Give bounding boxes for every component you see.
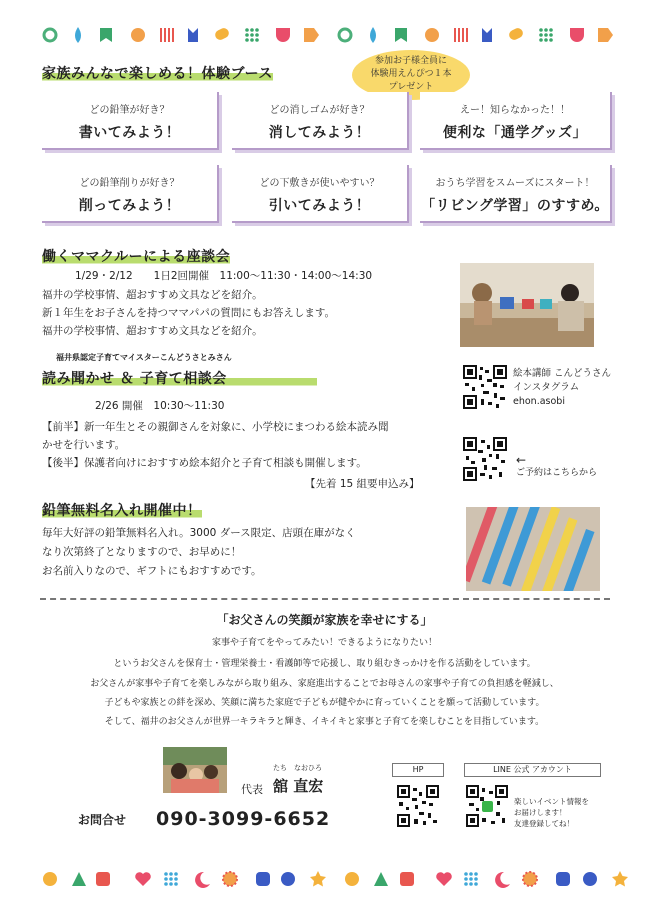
decorative-shapes: [0, 24, 649, 46]
qr-code-icon: [397, 785, 439, 827]
talk-line-3: 福井の学校事情、超おすすめ文具などを紹介。: [42, 325, 263, 337]
talk-line-2: 新１年生をお子さんを持つママパパの質問にもお答えします。: [42, 307, 336, 319]
pencil-photo: [466, 507, 600, 591]
instagram-qr-code[interactable]: [463, 365, 507, 409]
bubble-line-1: 参加お子様全員に: [374, 56, 447, 66]
message-title: 「お父さんの笑顔が家族を幸せにする」: [216, 613, 433, 627]
qr-code-icon: [463, 365, 507, 409]
rep-ruby: たち なおひろ: [273, 764, 322, 772]
bubble-line-2: 体験用えんぴつ１本: [370, 69, 452, 79]
talk-title: 働くママクルーによる座談会: [42, 249, 231, 265]
insta-handle: ehon.asobi: [513, 396, 565, 407]
booth-card-eraser: どの消しゴムが好き？ 消してみよう！: [232, 92, 409, 150]
insta-line-2: インスタグラム: [513, 382, 580, 393]
line-label: LINE 公式 アカウント: [464, 763, 601, 777]
reading-subtitle: 福井県認定子育てマイスターこんどうさとみさん: [56, 353, 232, 362]
bubble-line-3: プレゼント: [388, 82, 434, 92]
reading-line-2: かせを行います。: [42, 439, 126, 451]
booth-card-living: おうち学習をスムーズにスタート！ 「リビング学習」のすすめ。: [420, 165, 612, 223]
talk-photo-image: [460, 263, 594, 347]
hp-qr-code[interactable]: [397, 785, 439, 827]
reading-line-1: 【前半】新一年生とその親御さんを対象に、小学校にまつわる絵本読み聞: [42, 421, 389, 433]
booth-card-sharpener: どの鉛筆削りが好き？ 削ってみよう！: [42, 165, 219, 223]
message-line-5: そして、福井のお父さんが世界一キラキラと輝き、イキイキと家事と子育てを楽しむことを目指しています。: [104, 717, 545, 727]
pencil-line-3: お名前入りなので、ギフトにもおすすめです。: [42, 565, 262, 577]
message-line-2: というお父さんを保育士・管理栄養士・看護師等で応援し、取り組むきっかけを作る活動をしています。: [113, 659, 536, 669]
reservation-qr-code[interactable]: [463, 437, 507, 481]
booth-card-pencil: どの鉛筆が好き？ 書いてみよう！: [42, 92, 219, 150]
inquiry-label: お問合せ: [78, 813, 127, 827]
arrow-left-icon: ←: [516, 453, 527, 467]
reading-schedule: 2/26 開催 10:30～11:30: [95, 400, 225, 412]
decorative-shapes: [0, 868, 649, 890]
pencil-line-2: なり次第終了となりますので、お早めに！: [42, 546, 242, 558]
talk-photo: [460, 263, 594, 347]
hp-label: HP: [392, 763, 444, 777]
booth-card-shitajiki: どの下敷きが使いやすい？ 引いてみよう！: [232, 165, 409, 223]
reading-title: 読み聞かせ ＆ 子育て相談会: [42, 368, 317, 388]
family-photo-image: [163, 747, 227, 793]
rep-label: 代表: [241, 783, 263, 796]
booth-card-goods: えー！知らなかった！！ 便利な「通学グッズ」: [420, 92, 612, 150]
reading-note: 【先着 15 組要申込み】: [305, 478, 420, 490]
bottom-decoration-row: [0, 868, 649, 890]
insta-line-1: 絵本講師 こんどうさん: [513, 368, 612, 379]
message-line-4: 子どもや家族との絆を深め、笑顔に満ちた家庭で子どもが健やかに育っていくことを願って活動しています。: [104, 698, 545, 708]
rep-name: 舘 直宏: [273, 777, 324, 795]
pencil-title: 鉛筆無料名入れ開催中！: [42, 503, 202, 519]
line-note-1: 楽しいイベント情報を: [514, 797, 589, 806]
talk-line-1: 福井の学校事情、超おすすめ文具などを紹介。: [42, 289, 263, 301]
section-divider: [40, 598, 610, 600]
line-qr-code[interactable]: [466, 785, 508, 827]
booth-title: 家族みんなで楽しめる！体験ブース: [42, 66, 273, 82]
message-line-3: お父さんが家事や子育てを楽しみながら取り組み、家庭進出することでお母さんの家事や子育ての負担感を軽減し、: [90, 679, 559, 689]
qr-code-icon: [466, 785, 508, 827]
phone-number[interactable]: 090-3099-6652: [156, 808, 331, 830]
pencil-line-1: 毎年大好評の鉛筆無料名入れ。3000 ダース限定、店頭在庫がなく: [42, 527, 356, 539]
top-decoration-row: [0, 24, 649, 46]
line-note-3: 友達登録してね！: [514, 819, 574, 828]
line-note-2: お届けします！: [514, 808, 567, 817]
talk-schedule: 1/29・2/12 1日2回開催 11:00～11:30・14:00～14:30: [75, 270, 373, 282]
qr-code-icon: [463, 437, 507, 481]
reserve-label: ご予約はこちらから: [516, 468, 598, 478]
reading-line-3: 【後半】保護者向けにおすすめ絵本紹介と子育て相談も開催します。: [42, 457, 367, 469]
message-line-1: 家事や子育てをやってみたい！できるようになりたい！: [211, 638, 437, 648]
pencil-photo-image: [466, 507, 600, 591]
representative-photo: [163, 747, 227, 793]
